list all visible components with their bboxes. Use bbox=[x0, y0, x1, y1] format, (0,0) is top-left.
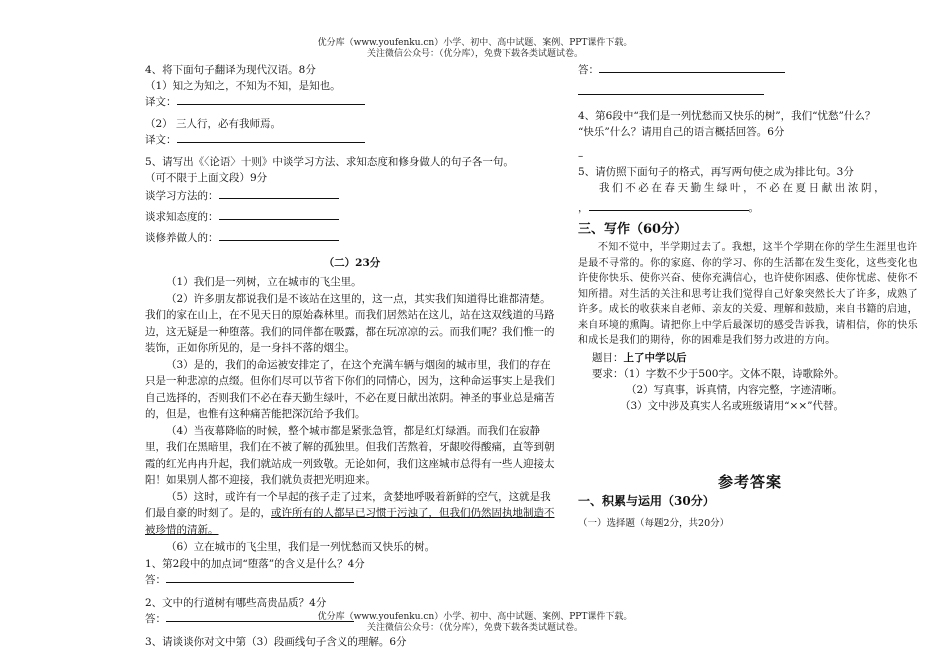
answer-continuation bbox=[578, 84, 922, 100]
question-5-item-a bbox=[145, 188, 559, 204]
page-header bbox=[0, 38, 950, 60]
reading-question-4-line-1: 4、第6段中“我们是一列忧愁而又快乐的树”，我们“忧愁”什么？ bbox=[578, 110, 876, 122]
answer-label: 答： bbox=[578, 64, 599, 76]
item-label: 谈修养做人的： bbox=[145, 232, 219, 244]
right-column bbox=[578, 62, 922, 532]
answer-blank[interactable] bbox=[219, 209, 339, 220]
question-5-item-c bbox=[145, 230, 559, 246]
answer-blank[interactable] bbox=[166, 572, 354, 583]
answer-blank[interactable] bbox=[219, 188, 339, 199]
answer-key-subsection: （一）选择题（每题2分，共20分） bbox=[578, 517, 730, 529]
answer-blank[interactable] bbox=[219, 230, 339, 241]
translation-line-1 bbox=[145, 94, 559, 110]
translation-line-2 bbox=[145, 132, 559, 148]
parallel-example: 我们不必在春天勤生绿叶，不必在夏日献出浓阴， bbox=[599, 182, 888, 194]
writing-requirement-3: （3）文中涉及真实人名或班级请用“××”代替。 bbox=[620, 399, 845, 412]
footer-line-2: 关注微信公众号：（优分库），免费下载各类试题试卷。 bbox=[366, 623, 583, 633]
item-label: 谈学习方法的： bbox=[145, 190, 219, 202]
requirement-label: 要求： bbox=[592, 367, 624, 380]
topic-label: 题目： bbox=[592, 351, 624, 364]
reading-paragraph-1: （1）我们是一列树，立在城市的飞尘里。 bbox=[166, 276, 362, 288]
reading-question-1: 1、第2段中的加点词“堕落”的含义是什么？4分 bbox=[145, 557, 365, 570]
reading-question-2: 2、文中的行道树有哪些高贵品质？4分 bbox=[145, 596, 327, 609]
question-5-prompt-line-1: 5、请写出《〈论语〉十则》中谈学习方法、求知态度和修身做人的句子各一句。 bbox=[145, 156, 514, 168]
reading-question-4-line-2: “快乐”什么？请用自己的语言概括回答。6分 bbox=[578, 126, 785, 138]
answer-blank[interactable] bbox=[589, 200, 749, 211]
answer-blank[interactable] bbox=[599, 62, 785, 73]
underlined-sentence: 或许所有的人都早已习惯于污浊了，但我们仍然固执地制造不被珍惜的清新。 bbox=[145, 507, 555, 536]
period-suffix: 。 bbox=[748, 202, 759, 214]
paragraph-5-text: （5）这时，或许有一个早起的孩子走了过来，贪婪地呼吸着新鲜的空气，这就是我们最自豪的时刻了。是的， bbox=[145, 490, 551, 519]
answer-line-q3 bbox=[578, 62, 922, 78]
reading-paragraph-3: （3）是的，我们的命运被安排定了，在这个充满车辆与烟囱的城市里，我们的存在只是一种悲凉的点缀。但你们尽可以节省下你们的同情心，因为，这种命运事实上是我们自己选择的，否则我们不必在春天勤生绿叶，不必在夏日献出浓阴。神圣的事业总是痛苦的，但是，也惟有这种痛苦能把深沉给予我们。 bbox=[145, 358, 555, 420]
reading-paragraph-5 bbox=[145, 489, 559, 539]
question-4-sentence-2: （2） 三人行，必有我师焉。 bbox=[145, 118, 282, 130]
question-4-sentence-1: （1）知之为知之，不知为不知，是知也。 bbox=[145, 80, 341, 92]
part-2-title: （二）23分 bbox=[323, 257, 381, 269]
header-line-2: 关注微信公众号：（优分库），免费下载各类试题试卷。 bbox=[366, 49, 583, 59]
answer-label: 答： bbox=[145, 573, 166, 586]
writing-prompt: 不知不觉中，半学期过去了。我想，这半个学期在你的学生生涯里也许是最不寻常的。你的家庭、你的学习、你的生活都在发生变化，这些变化也许使你快乐、使你兴奋、使你充满信心，也许使你困惑、使你忧虑、使你不知所措。对生活的关注和思考让我们觉得自己好象突然长大了许多，成熟了许多。成长的收获来自老师、亲友的关爱、理解和鼓励，来自书籍的启迪，来自环境的熏陶。请把你上中学后最深切的感受告诉我，请相信，你的快乐和成长是我们的期待，你的困难是我们努力改进的方向。 bbox=[578, 242, 918, 346]
writing-topic bbox=[578, 350, 922, 366]
question-5-item-b bbox=[145, 209, 559, 225]
answer-line-q1 bbox=[145, 572, 559, 588]
item-label: 谈求知态度的： bbox=[145, 211, 219, 223]
reading-paragraph-4: （4）当夜幕降临的时候，整个城市都是紧张急管，都是红灯绿酒。而我们在寂静里，我们在黑暗里，我们在不被了解的孤独里。但我们苦熬着，牙龈咬得酸痛，直等到朝霞的红光冉冉升起，我们就站成一列致敬。无论如何，我们这座城市总得有一些人迎接太阳！如果别人都不迎接，我们就负责把光明迎来。 bbox=[145, 424, 555, 486]
dash-mark: – bbox=[578, 150, 584, 162]
reading-question-3: 3、请谈谈你对文中第（3）段画线句子含义的理解。6分 bbox=[145, 635, 407, 648]
topic-text: 上了中学以后 bbox=[623, 351, 687, 364]
answer-key-title: 参考答案 bbox=[717, 472, 782, 491]
parallel-answer-line bbox=[578, 200, 922, 216]
page-footer bbox=[0, 612, 950, 634]
answer-blank[interactable] bbox=[177, 132, 365, 143]
requirement-1-text: （1）字数不少于500字。文体不限，诗歌除外。 bbox=[623, 367, 845, 380]
translation-label: 译文： bbox=[145, 134, 177, 146]
reading-paragraph-6: （6）立在城市的飞尘里，我们是一列忧愁而又快乐的树。 bbox=[166, 541, 436, 553]
question-5-prompt-line-2: （可不限于上面文段）9分 bbox=[145, 172, 268, 184]
answer-blank[interactable] bbox=[578, 84, 764, 95]
reading-paragraph-2: （2）许多朋友都说我们是不该站在这里的，这一点，其实我们知道得比谁都清楚。我们的家在山上，在不见天日的原始森林里。而我们居然站在这儿，站在这双线道的马路边，这无疑是一种堕落。我们的同伴都在吸露，都在玩凉凉的云。而我们呢？我们惟一的装饰，正如你所见的，是一身抖不落的烟尘。 bbox=[145, 292, 555, 354]
answer-blank[interactable] bbox=[177, 94, 365, 105]
answer-label: 答： bbox=[145, 612, 166, 625]
answer-key-section-1: 一、积累与运用（30分） bbox=[578, 493, 715, 508]
left-column bbox=[145, 62, 559, 650]
reading-question-5: 5、请仿照下面句子的格式，再写两句使之成为排比句。3分 bbox=[578, 166, 854, 178]
header-line-1: 优分库（www.youfenku.cn）小学、初中、高中试题、案例、PPT课件下载。 bbox=[317, 38, 633, 48]
footer-line-1: 优分库（www.youfenku.cn）小学、初中、高中试题、案例、PPT课件下载。 bbox=[317, 612, 633, 622]
translation-label: 译文： bbox=[145, 96, 177, 108]
question-4-prompt: 4、将下面句子翻译为现代汉语。8分 bbox=[145, 64, 316, 76]
writing-requirement-1 bbox=[578, 366, 922, 382]
comma-prefix: ， bbox=[578, 202, 589, 214]
writing-requirement-2: （2）写真事，诉真情，内容完整，字迹清晰。 bbox=[626, 383, 843, 396]
writing-section-title: 三、写作（60分） bbox=[578, 222, 688, 237]
